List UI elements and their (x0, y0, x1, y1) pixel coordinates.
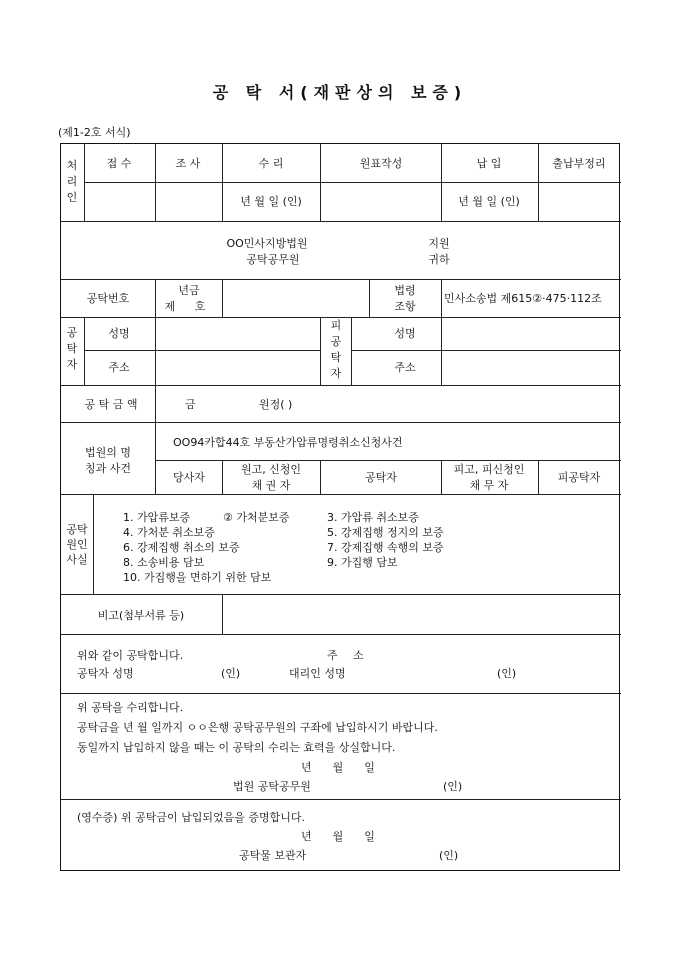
official-seal: (인) (443, 780, 463, 793)
col-divider (320, 144, 321, 221)
row-divider (61, 594, 621, 595)
law-label-bottom: 조항 (394, 300, 416, 313)
depositor-name-label: 성명 (108, 327, 130, 340)
processor-side-label: 처리인 (66, 159, 78, 204)
cause-item: 6. 강제집행 취소의 보증 (123, 541, 240, 554)
row-divider (155, 460, 621, 461)
depositee-name-label: 성명 (394, 327, 416, 340)
col-divider (441, 279, 442, 317)
agent-name-label: 대리인 성명 (289, 667, 346, 680)
col-divider (155, 385, 156, 422)
col-divider (222, 144, 223, 221)
cause-side-label: 공탁원인사실 (66, 523, 88, 566)
col-divider (155, 279, 156, 317)
row-divider (351, 350, 621, 351)
row-divider (61, 799, 621, 800)
acceptance-date: 년 월 일 (301, 761, 375, 774)
case-name: OO94카합44호 부동산가압류명령취소신청사건 (173, 436, 403, 449)
declaration-text: 위와 같이 공탁합니다. (77, 649, 184, 662)
cause-item: 5. 강제집행 정지의 보증 (327, 526, 444, 539)
defendant-label-top: 피고, 피신청인 (453, 463, 525, 476)
plaintiff-label-top: 원고, 신청인 (240, 463, 302, 476)
plaintiff-label-bottom: 채 권 자 (251, 479, 291, 492)
row-divider (61, 221, 621, 222)
defendant-label-bottom: 채 무 자 (469, 479, 509, 492)
receipt-text: (영수증) 위 공탁금이 납입되었음을 증명합니다. (77, 811, 305, 824)
col-divider (155, 144, 156, 221)
col-divider (222, 460, 223, 494)
cause-item: 1. 가압류보증 (123, 511, 191, 524)
col-divider (538, 460, 539, 494)
row-divider (61, 494, 621, 495)
court-case-label-top: 법원의 명 (84, 446, 132, 459)
col-divider (222, 279, 223, 317)
cause-item: 3. 가압류 취소보증 (327, 511, 419, 524)
header-cashbook: 출납부정리 (552, 157, 606, 170)
col-divider (441, 460, 442, 494)
amount-prefix: 금 (185, 398, 196, 411)
custodian-label: 공탁물 보관자 (239, 849, 307, 862)
cause-item: ② 가처분보증 (223, 511, 290, 524)
branch-label: 지원 (428, 237, 450, 250)
deposit-form (60, 143, 620, 871)
row-divider (61, 634, 621, 635)
cause-item: 8. 소송비용 담보 (123, 556, 205, 569)
col-divider (93, 494, 94, 594)
deposit-number-label: 공탁번호 (86, 292, 130, 305)
cause-item: 9. 가집행 담보 (327, 556, 398, 569)
payment-date-field[interactable]: 년 월 일 (인) (458, 195, 520, 208)
deposit-officer-label: 공탁공무원 (246, 253, 300, 266)
case-depositor-label: 공탁자 (365, 471, 397, 484)
cause-item: 10. 가집행을 면하기 위한 담보 (123, 571, 272, 584)
acceptance-text-1: 위 공탁을 수리합니다. (77, 701, 184, 714)
agent-seal: (인) (497, 667, 517, 680)
acceptance-text-2: 공탁금을 년 월 일까지 ㅇㅇ은행 공탁공무원의 구좌에 납입하시기 바랍니다. (77, 721, 438, 734)
form-code: (제1-2호 서식) (58, 126, 131, 139)
col-divider (155, 317, 156, 385)
case-depositee-label: 피공탁자 (557, 471, 601, 484)
col-divider (441, 317, 442, 385)
court-name: OO민사지방법원 (226, 237, 308, 250)
depositee-side-label: 피공탁자 (330, 319, 342, 380)
col-divider (155, 422, 156, 494)
row-divider (61, 422, 621, 423)
depositee-address-label: 주소 (394, 361, 416, 374)
official-label: 법원 공탁공무원 (233, 780, 311, 793)
header-ledger-creation: 원표작성 (359, 157, 403, 170)
col-divider (538, 144, 539, 221)
row-divider (61, 279, 621, 280)
cause-item: 7. 강제집행 속행의 보증 (327, 541, 444, 554)
honorific-label: 귀하 (428, 253, 450, 266)
number-label: 제 호 (164, 300, 214, 313)
col-divider (369, 279, 370, 317)
row-divider (61, 693, 621, 694)
col-divider (320, 317, 321, 385)
header-payment: 납 입 (476, 157, 502, 170)
parties-label: 당사자 (173, 471, 205, 484)
header-acceptance: 수 리 (258, 157, 284, 170)
acceptance-date-field[interactable]: 년 월 일 (인) (240, 195, 302, 208)
col-divider (222, 594, 223, 634)
receipt-date: 년 월 일 (301, 830, 375, 843)
law-label-top: 법령 (394, 284, 416, 297)
cause-item: 4. 가처분 취소보증 (123, 526, 215, 539)
col-divider (84, 144, 85, 221)
depositor-seal: (인) (221, 667, 241, 680)
row-divider (61, 385, 621, 386)
col-divider (441, 144, 442, 221)
amount-suffix: 원정( ) (259, 398, 293, 411)
depositor-address-label: 주소 (108, 361, 130, 374)
header-investigation: 조 사 (175, 157, 201, 170)
law-article-value: 민사소송법 제615②·475·112조 (444, 292, 602, 305)
row-divider (84, 350, 320, 351)
col-divider (320, 460, 321, 494)
header-receipt: 접 수 (106, 157, 132, 170)
acceptance-text-3: 동일까지 납입하지 않을 때는 이 공탁의 수리는 효력을 상실합니다. (77, 741, 396, 754)
remarks-label: 비고(첨부서류 등) (97, 609, 185, 622)
declaration-address-label: 주 소 (327, 649, 370, 662)
court-case-label-bottom: 칭과 사건 (84, 462, 132, 475)
depositor-side-label: 공탁자 (66, 326, 78, 371)
col-divider (351, 317, 352, 385)
custodian-seal: (인) (439, 849, 459, 862)
year-label: 년금 (178, 284, 200, 297)
row-divider (84, 182, 621, 183)
document-title: 공 탁 서(재판상의 보증) (212, 83, 468, 102)
col-divider (84, 317, 85, 385)
declaration-name-label: 공탁자 성명 (77, 667, 134, 680)
amount-label: 공 탁 금 액 (84, 398, 138, 411)
